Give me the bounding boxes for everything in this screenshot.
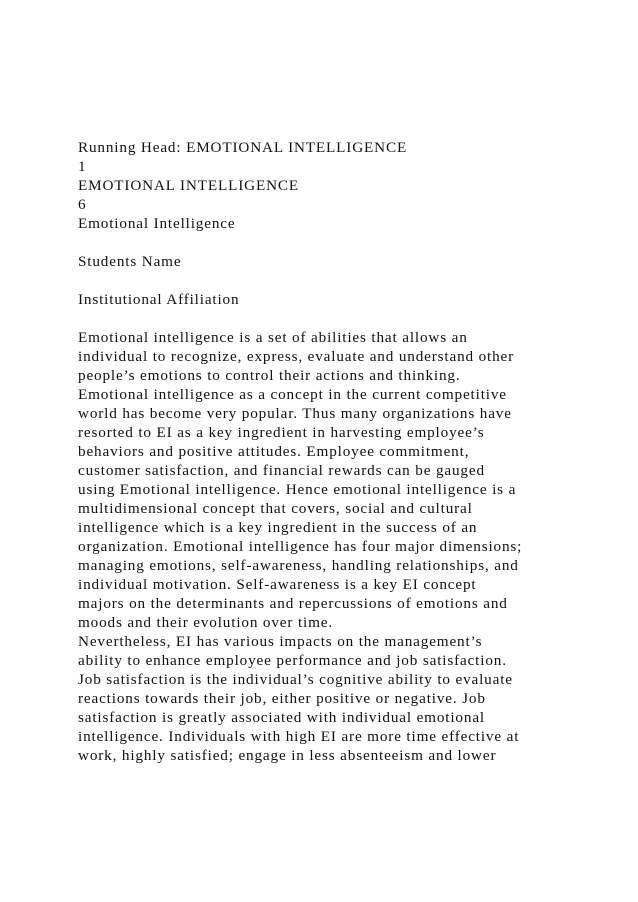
spacer <box>78 309 618 328</box>
body-line: organization. Emotional intelligence has four major dimensions; <box>78 538 523 555</box>
institutional-affiliation: Institutional Affiliation <box>78 291 240 308</box>
page-number: 1 <box>78 158 87 175</box>
document-text <box>78 138 618 765</box>
body-line: majors on the determinants and repercussions of emotions and <box>78 595 508 612</box>
body-line: individual motivation. Self-awareness is a key EI concept <box>78 576 477 593</box>
body-line: Nevertheless, EI has various impacts on the management’s <box>78 633 483 650</box>
body-line: customer satisfaction, and financial rewards can be gauged <box>78 462 485 479</box>
body-line: reactions towards their job, either positive or negative. Job <box>78 690 486 707</box>
spacer <box>78 271 618 290</box>
body-line: Emotional intelligence is a set of abilities that allows an <box>78 329 468 346</box>
body-line: world has become very popular. Thus many organizations have <box>78 405 512 422</box>
body-line: ability to enhance employee performance and job satisfaction. <box>78 652 507 669</box>
student-name: Students Name <box>78 253 182 270</box>
running-head: Running Head: EMOTIONAL INTELLIGENCE <box>78 139 408 156</box>
spacer <box>78 233 618 252</box>
body-line: resorted to EI as a key ingredient in harvesting employee’s <box>78 424 485 441</box>
body-line: intelligence. Individuals with high EI are more time effective at <box>78 728 520 745</box>
body-line: intelligence which is a key ingredient in the success of an <box>78 519 478 536</box>
body-line: Emotional intelligence as a concept in the current competitive <box>78 386 507 403</box>
body-line: individual to recognize, express, evaluate and understand other <box>78 348 515 365</box>
body-line: moods and their evolution over time. <box>78 614 333 631</box>
body-line: Job satisfaction is the individual’s cognitive ability to evaluate <box>78 671 513 688</box>
body-line: multidimensional concept that covers, social and cultural <box>78 500 473 517</box>
paper-title: Emotional Intelligence <box>78 215 236 232</box>
body-line: using Emotional intelligence. Hence emotional intelligence is a <box>78 481 517 498</box>
body-line: work, highly satisfied; engage in less absenteeism and lower <box>78 747 497 764</box>
body-line: satisfaction is greatly associated with individual emotional <box>78 709 485 726</box>
short-title: EMOTIONAL INTELLIGENCE <box>78 177 300 194</box>
body-line: behaviors and positive attitudes. Employee commitment, <box>78 443 470 460</box>
body-line: people’s emotions to control their actions and thinking. <box>78 367 461 384</box>
body-line: managing emotions, self-awareness, handling relationships, and <box>78 557 519 574</box>
page-number-secondary: 6 <box>78 196 87 213</box>
